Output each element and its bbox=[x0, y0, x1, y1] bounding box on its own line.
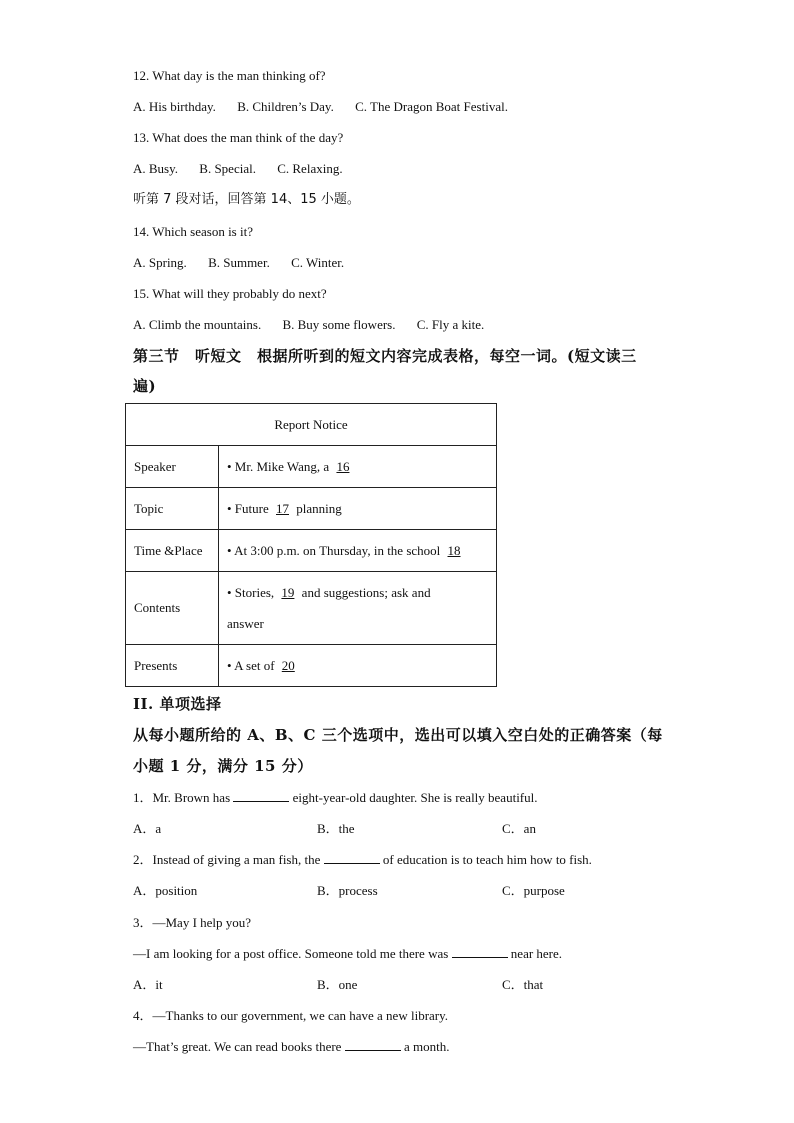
mc-question-1: 1．Mr. Brown has eight-year-old daughter. She is really beautiful. bbox=[133, 790, 538, 805]
row-label: Presents bbox=[126, 645, 219, 687]
option-a[interactable]: A．a bbox=[133, 821, 162, 836]
option-b[interactable]: B. Buy some flowers. bbox=[282, 317, 396, 332]
section-3-heading: 第三节 听短文 根据所听到的短文内容完成表格，每空一词。(短文读三 bbox=[133, 347, 637, 365]
option-c[interactable]: C. Fly a kite. bbox=[416, 317, 485, 332]
row-content: • Stories, 19 and suggestions; ask and answer bbox=[219, 572, 497, 645]
table-row bbox=[126, 530, 497, 572]
answer-blank-19[interactable]: 19 bbox=[281, 585, 295, 600]
answer-blank-20[interactable]: 20 bbox=[281, 657, 295, 673]
mc-question-4: 4．—Thanks to our government, we can have a new library. bbox=[133, 1008, 449, 1023]
table-row bbox=[126, 488, 497, 530]
option-a[interactable]: A. Busy. bbox=[133, 161, 179, 176]
section-3-heading-cont: 遍) bbox=[133, 377, 157, 395]
question-14-options bbox=[133, 254, 344, 272]
part-2-heading: II. 单项选择 bbox=[133, 695, 222, 713]
part-2-instruction-cont: 小题 1 分，满分 15 分） bbox=[133, 757, 313, 775]
option-b[interactable]: B．one bbox=[317, 977, 358, 992]
option-b[interactable]: B. Children’s Day. bbox=[237, 99, 334, 114]
option-c[interactable]: C. The Dragon Boat Festival. bbox=[355, 99, 508, 114]
option-c[interactable]: C．an bbox=[502, 821, 536, 836]
question-13-options bbox=[133, 160, 343, 178]
row-label: Contents bbox=[126, 572, 219, 645]
option-a[interactable]: A. Spring. bbox=[133, 255, 187, 270]
question-15-stem: 15. What will they probably do next? bbox=[133, 286, 327, 301]
option-c[interactable]: C．purpose bbox=[502, 883, 565, 898]
answer-blank-18[interactable]: 18 bbox=[447, 542, 461, 558]
mc-question-2: 2．Instead of giving a man fish, the of education is to teach him how to fish. bbox=[133, 852, 592, 867]
row-content: • Future 17 planning bbox=[219, 488, 497, 530]
question-13-stem: 13. What does the man think of the day? bbox=[133, 130, 344, 145]
mc-question-3-reply: —I am looking for a post office. Someone told me there was near here. bbox=[133, 946, 563, 961]
part-2-instruction: 从每小题所给的 A、B、C 三个选项中，选出可以填入空白处的正确答案（每 bbox=[133, 726, 663, 744]
row-content: • Mr. Mike Wang, a 16 bbox=[219, 446, 497, 488]
row-label: Time &Place bbox=[126, 530, 219, 572]
mc-question-3: 3．—May I help you? bbox=[133, 915, 252, 930]
fill-blank[interactable] bbox=[233, 789, 289, 802]
option-b[interactable]: B. Summer. bbox=[208, 255, 270, 270]
question-12-stem: 12. What day is the man thinking of? bbox=[133, 68, 326, 83]
table-row bbox=[126, 572, 497, 645]
option-a[interactable]: A. His birthday. bbox=[133, 99, 216, 114]
option-b[interactable]: B．the bbox=[317, 821, 355, 836]
option-b[interactable]: B. Special. bbox=[199, 161, 256, 176]
report-notice-table bbox=[125, 403, 497, 687]
question-15-options bbox=[133, 316, 484, 334]
row-label: Speaker bbox=[126, 446, 219, 488]
table-title: Report Notice bbox=[126, 404, 497, 446]
option-a[interactable]: A．it bbox=[133, 977, 163, 992]
fill-blank[interactable] bbox=[324, 851, 380, 864]
row-label: Topic bbox=[126, 488, 219, 530]
row-content: • A set of 20 bbox=[219, 645, 497, 687]
option-a[interactable]: A．position bbox=[133, 883, 198, 898]
option-c[interactable]: C. Winter. bbox=[291, 255, 345, 270]
question-14-stem: 14. Which season is it? bbox=[133, 224, 253, 239]
option-c[interactable]: C. Relaxing. bbox=[277, 161, 343, 176]
instruction-dialogue-7: 听第 7 段对话，回答第 14、15 小题。 bbox=[133, 192, 360, 207]
option-c[interactable]: C．that bbox=[502, 977, 544, 992]
table-row bbox=[126, 446, 497, 488]
option-b[interactable]: B．process bbox=[317, 883, 378, 898]
answer-blank-16[interactable]: 16 bbox=[336, 458, 350, 474]
option-a[interactable]: A. Climb the mountains. bbox=[133, 317, 262, 332]
row-content: • At 3:00 p.m. on Thursday, in the school 18 bbox=[219, 530, 497, 572]
fill-blank[interactable] bbox=[452, 945, 508, 958]
question-12-options bbox=[133, 98, 508, 116]
answer-blank-17[interactable]: 17 bbox=[276, 500, 289, 516]
fill-blank[interactable] bbox=[345, 1038, 401, 1051]
table-row bbox=[126, 645, 497, 687]
mc-question-4-reply: —That’s great. We can read books there a month. bbox=[133, 1039, 450, 1054]
